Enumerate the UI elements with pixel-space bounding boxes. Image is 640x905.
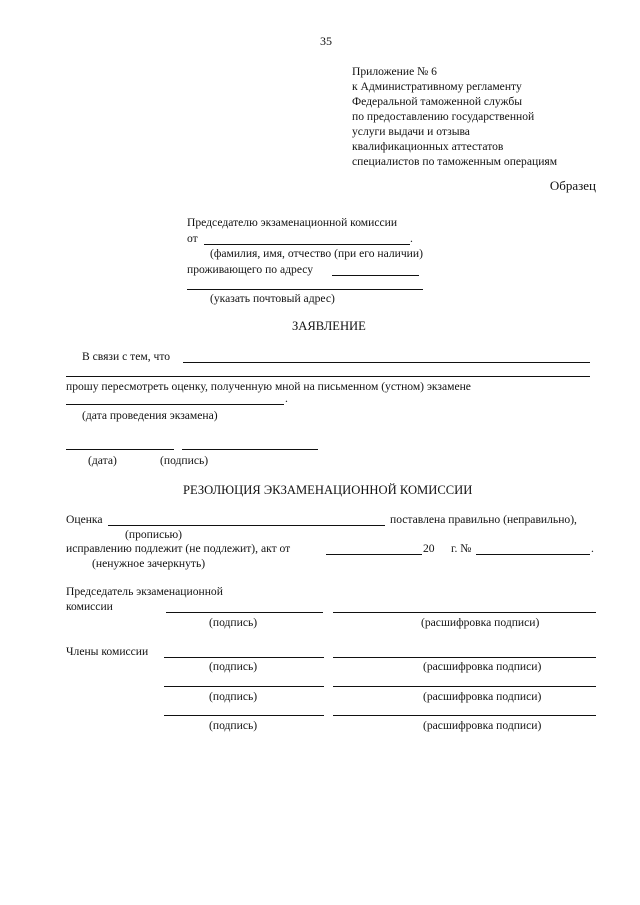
member-1-decoding-label: (расшифровка подписи) <box>423 660 542 673</box>
addressee-from-label: от <box>187 232 198 245</box>
reason-line-1 <box>183 362 590 363</box>
member-2-signature-label: (подпись) <box>209 690 258 703</box>
appendix-line: квалификационных аттестатов <box>352 140 504 153</box>
addressee-to: Председателю экзаменационной комиссии <box>187 216 398 229</box>
appendix-line: специалистов по таможенным операциям <box>352 155 558 168</box>
chairman-decoding-label: (расшифровка подписи) <box>421 616 540 629</box>
appendix-header <box>352 64 557 169</box>
grade-line <box>108 525 385 526</box>
chairman-decoding-line <box>333 612 596 613</box>
date-label: (дата) <box>88 454 117 467</box>
year-suffix: г. № <box>451 542 472 555</box>
member-3-signature-label: (подпись) <box>209 719 258 732</box>
correction-label: исправлению подлежит (не подлежит), акт от <box>66 542 291 555</box>
member-2-signature-line <box>164 686 324 687</box>
application-title: ЗАЯВЛЕНИЕ <box>292 319 366 333</box>
grade-label: Оценка <box>66 513 103 526</box>
act-date-line <box>326 554 422 555</box>
correction-end: . <box>591 542 594 555</box>
chairman-signature-label: (подпись) <box>209 616 258 629</box>
strike-hint: (ненужное зачеркнуть) <box>92 557 206 570</box>
reason-label: В связи с тем, что <box>82 350 171 363</box>
member-1-signature-line <box>164 657 324 658</box>
page-number: 35 <box>320 34 332 48</box>
sample-label: Образец <box>549 178 596 193</box>
appendix-line: услуги выдачи и отзыва <box>352 125 470 138</box>
act-number-line <box>476 554 590 555</box>
resolution-title: РЕЗОЛЮЦИЯ ЭКЗАМЕНАЦИОННОЙ КОМИССИИ <box>183 483 473 497</box>
date-line <box>66 449 174 450</box>
exam-date-line <box>66 404 284 405</box>
members-label: Члены комиссии <box>66 645 149 658</box>
in-words-hint: (прописью) <box>125 528 183 541</box>
member-2-decoding-line <box>333 686 596 687</box>
chairman-label-2: комиссии <box>66 600 113 613</box>
member-3-decoding-line <box>333 715 596 716</box>
reason-line-2 <box>66 376 590 377</box>
exam-date-hint: (дата проведения экзамена) <box>82 409 218 422</box>
member-3-decoding-label: (расшифровка подписи) <box>423 719 542 732</box>
appendix-line: Приложение № 6 <box>352 65 437 78</box>
grade-status: поставлена правильно (неправильно), <box>390 513 577 526</box>
request-text: прошу пересмотреть оценку, полученную мной на письменном (устном) экзамене <box>66 380 471 393</box>
member-3-signature-line <box>164 715 324 716</box>
fio-line <box>204 244 410 245</box>
member-1-decoding-line <box>333 657 596 658</box>
signature-label: (подпись) <box>160 454 209 467</box>
chairman-signature-line <box>166 612 323 613</box>
year-prefix: 20 <box>423 542 435 555</box>
appendix-line: по предоставлению государственной <box>352 110 535 123</box>
address-line-2 <box>187 289 423 290</box>
fio-hint: (фамилия, имя, отчество (при его наличии) <box>210 247 423 260</box>
member-1-signature-label: (подпись) <box>209 660 258 673</box>
chairman-label-1: Председатель экзаменационной <box>66 585 223 598</box>
address-hint: (указать почтовый адрес) <box>210 292 335 305</box>
signature-line <box>182 449 318 450</box>
member-2-decoding-label: (расшифровка подписи) <box>423 690 542 703</box>
address-line-1 <box>332 275 419 276</box>
addressee-from-end: . <box>410 232 413 245</box>
appendix-line: Федеральной таможенной службы <box>352 95 523 108</box>
exam-date-end: . <box>285 392 288 405</box>
residing-label: проживающего по адресу <box>187 263 314 276</box>
appendix-line: к Административному регламенту <box>352 80 522 93</box>
